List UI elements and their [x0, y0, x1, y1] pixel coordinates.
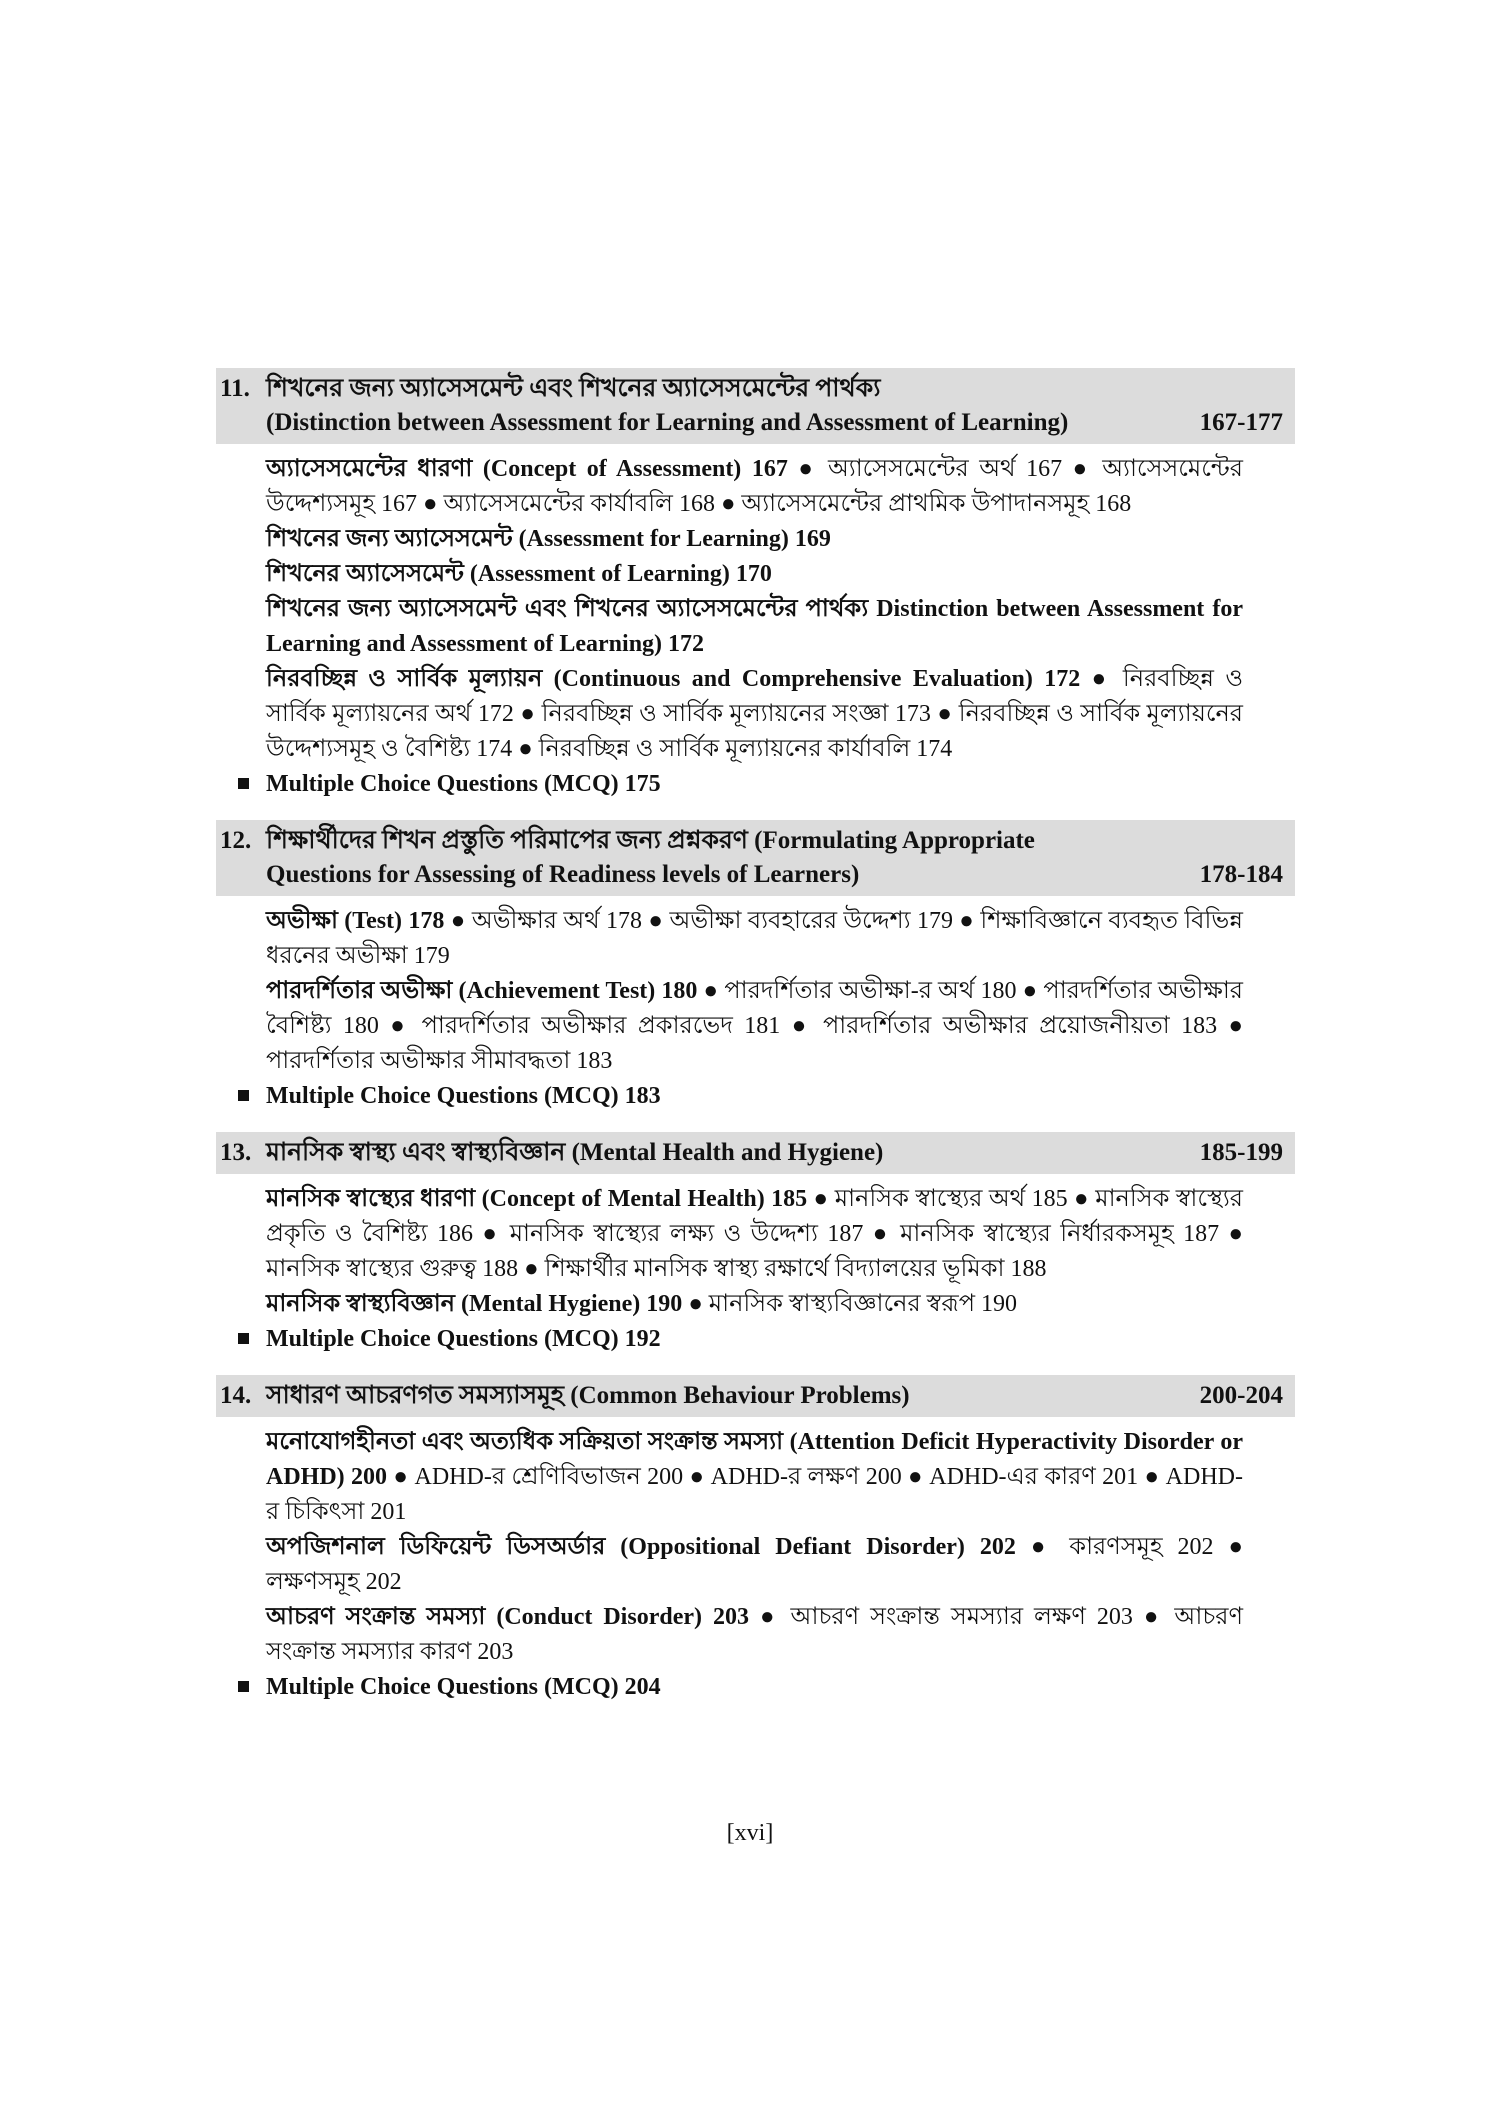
toc-entry: নিরবচ্ছিন্ন ও সার্বিক মূল্যায়ন (Continuous and Comprehensive Evaluation) 172 ● নিরবচ্ছিন্ন ও সার্বিক মূল্যায়নের অর্থ 172 ● নিরবচ্ছিন্ন ও সার্বিক মূল্যায়নের সংজ্ঞা 173 ● নিরবচ্ছিন্ন ও সার্বিক মূল্যায়নের উদ্দেশ্যসমূহ ও বৈশিষ্ট্য 174 ● নিরবচ্ছিন্ন ও সার্বিক মূল্যায়নের কার্যাবলি 174: [266, 666, 1243, 762]
toc-entry: অ্যাসেসমেন্টের ধারণা (Concept of Assessment) 167 ● অ্যাসেসমেন্টের অর্থ 167 ● অ্যাসেসমেন্টের উদ্দেশ্যসমূহ 167 ● অ্যাসেসমেন্টের কার্যাবলি 168 ● অ্যাসেসমেন্টের প্রাথমিক উপাদানসমূহ 168: [266, 456, 1243, 517]
chapter-entries: [216, 452, 1295, 767]
chapter-pages: 167-177: [1199, 409, 1283, 436]
chapter-entries: [216, 1425, 1295, 1670]
chapter-entries: [216, 904, 1295, 1079]
chapter-title: শিখনের জন্য অ্যাসেসমেন্ট এবং শিখনের অ্যাসেসমেন্টের পার্থক্য: [266, 375, 881, 402]
chapter-12: [216, 820, 1295, 1114]
table-of-contents: [216, 368, 1295, 1723]
chapter-title: শিক্ষার্থীদের শিখন প্রস্তুতি পরিমাপের জন্য প্রশ্নকরণ (Formulating Appropriate: [266, 827, 1035, 854]
chapter-title: মানসিক স্বাস্থ্য এবং স্বাস্থ্যবিজ্ঞান (Mental Health and Hygiene): [266, 1139, 884, 1166]
square-bullet-icon: [238, 1681, 249, 1692]
chapter-number: 13.: [220, 1139, 252, 1166]
chapter-number: 11.: [220, 375, 250, 402]
toc-entry: অপজিশনাল ডিফিয়েন্ট ডিসঅর্ডার (Oppositional Defiant Disorder) 202 ● কারণসমূহ 202 ● লক্ষণসমূহ 202: [266, 1534, 1244, 1595]
page-number: [xvi]: [726, 1820, 774, 1846]
chapter-number: 12.: [220, 827, 252, 854]
toc-entry: শিখনের জন্য অ্যাসেসমেন্ট (Assessment for Learning) 169: [266, 526, 831, 552]
toc-entry: মানসিক স্বাস্থ্যের ধারণা (Concept of Mental Health) 185 ● মানসিক স্বাস্থ্যের অর্থ 185 ● মানসিক স্বাস্থ্যের প্রকৃতি ও বৈশিষ্ট্য 186 ● মানসিক স্বাস্থ্যের লক্ষ্য ও উদ্দেশ্য 187 ● মানসিক স্বাস্থ্যের নির্ধারকসমূহ 187 ● মানসিক স্বাস্থ্যের গুরুত্ব 188 ● শিক্ষার্থীর মানসিক স্বাস্থ্য রক্ষার্থে বিদ্যালয়ের ভূমিকা 188: [266, 1186, 1244, 1282]
mcq-entry: Multiple Choice Questions (MCQ) 183: [216, 1079, 1295, 1114]
chapter-heading: [216, 820, 1295, 896]
chapter-11: [216, 368, 1295, 802]
toc-entry: শিখনের অ্যাসেসমেন্ট (Assessment of Learning) 170: [266, 561, 772, 587]
square-bullet-icon: [238, 778, 249, 789]
chapter-pages: 185-199: [1199, 1139, 1283, 1166]
chapter-title-english: (Distinction between Assessment for Learning and Assessment of Learning): [266, 409, 1069, 436]
chapter-number: 14.: [220, 1382, 252, 1409]
toc-entry: আচরণ সংক্রান্ত সমস্যা (Conduct Disorder) 203 ● আচরণ সংক্রান্ত সমস্যার লক্ষণ 203 ● আচরণ সংক্রান্ত সমস্যার কারণ 203: [266, 1604, 1243, 1665]
mcq-entry: Multiple Choice Questions (MCQ) 192: [216, 1322, 1295, 1357]
square-bullet-icon: [238, 1333, 249, 1344]
chapter-heading: [216, 368, 1295, 444]
chapter-title-english: Questions for Assessing of Readiness levels of Learners): [266, 861, 860, 888]
chapter-heading: [216, 1375, 1295, 1417]
chapter-pages: 200-204: [1199, 1382, 1283, 1409]
chapter-14: [216, 1375, 1295, 1705]
toc-entry: মানসিক স্বাস্থ্যবিজ্ঞান (Mental Hygiene) 190 ● মানসিক স্বাস্থ্যবিজ্ঞানের স্বরূপ 190: [266, 1291, 1018, 1317]
toc-entry: শিখনের জন্য অ্যাসেসমেন্ট এবং শিখনের অ্যাসেসমেন্টের পার্থক্য Distinction between Assessment for Learning and Assessment of Learning) 172: [266, 596, 1243, 657]
chapter-heading: [216, 1132, 1295, 1174]
chapter-pages: 178-184: [1199, 861, 1283, 888]
square-bullet-icon: [238, 1090, 249, 1101]
toc-entry: পারদর্শিতার অভীক্ষা (Achievement Test) 180 ● পারদর্শিতার অভীক্ষা-র অর্থ 180 ● পারদর্শিতার অভীক্ষার বৈশিষ্ট্য 180 ● পারদর্শিতার অভীক্ষার প্রকারভেদ 181 ● পারদর্শিতার অভীক্ষার প্রয়োজনীয়তা 183 ● পারদর্শিতার অভীক্ষার সীমাবদ্ধতা 183: [266, 978, 1243, 1074]
chapter-entries: [216, 1182, 1295, 1322]
chapter-title: সাধারণ আচরণগত সমস্যাসমূহ (Common Behaviour Problems): [266, 1382, 910, 1409]
toc-entry: মনোযোগহীনতা এবং অত্যধিক সক্রিয়তা সংক্রান্ত সমস্যা (Attention Deficit Hyperactivity Disorder or ADHD) 200 ● ADHD-র শ্রেণিবিভাজন 200 ● ADHD-র লক্ষণ 200 ● ADHD-এর কারণ 201 ● ADHD-র চিকিৎসা 201: [266, 1429, 1244, 1525]
mcq-entry: Multiple Choice Questions (MCQ) 204: [216, 1670, 1295, 1705]
toc-entry: অভীক্ষা (Test) 178 ● অভীক্ষার অর্থ 178 ● অভীক্ষা ব্যবহারের উদ্দেশ্য 179 ● শিক্ষাবিজ্ঞানে ব্যবহৃত বিভিন্ন ধরনের অভীক্ষা 179: [266, 908, 1243, 969]
chapter-13: [216, 1132, 1295, 1357]
mcq-entry: Multiple Choice Questions (MCQ) 175: [216, 767, 1295, 802]
